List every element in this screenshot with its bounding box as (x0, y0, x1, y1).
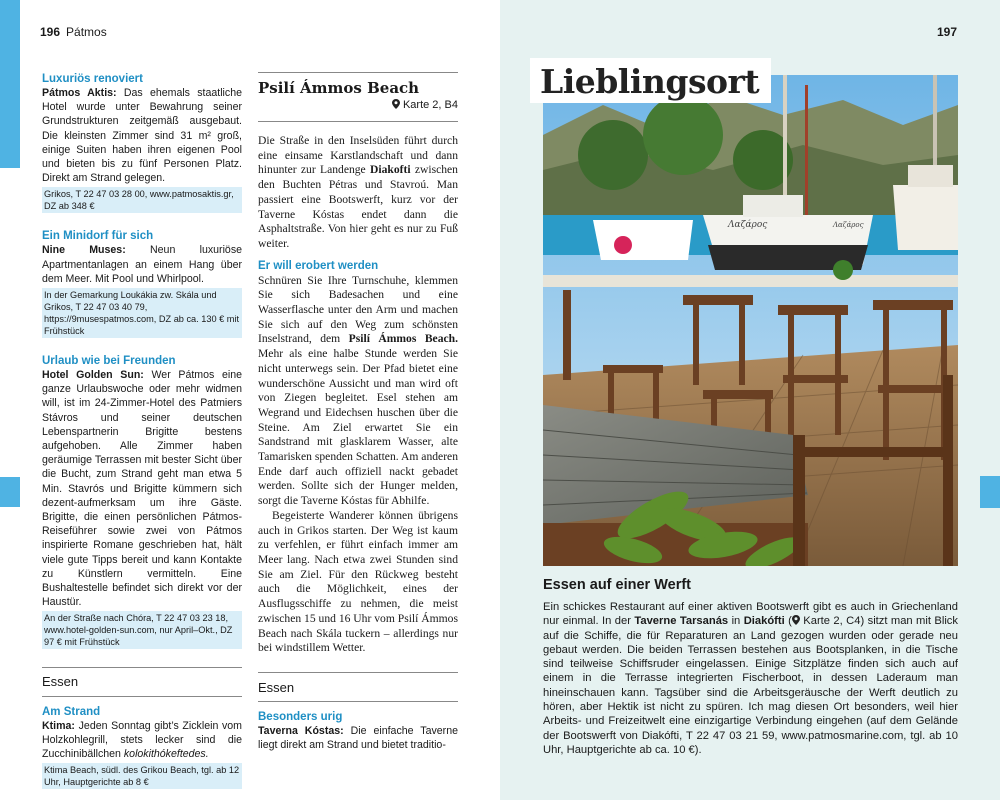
body-paragraph: Schnüren Sie Ihre Turnschuhe, klemmen Sie sich Badesachen und eine Wasserflasche unter den Arm und machen Sie sich auf den Weg zum schönsten Inselstrand, dem Psilí Ámmos Beach. Mehr als eine halbe Stunde werden Sie nicht unterwegs sein. Der Pfad bietet eine wunderschöne Aussicht und man wird oft von Ziegen begleitet. Esel stehen am Wegrand und Eidechsen huschen über die Steine. Am Ziel erwartet Sie ein Sandstrand mit glasklarem Wasser, alte Tamarisken spenden Schatten. Am anderen Ende darf auch offiziell nackt gebadet werden. Sollte sich der Hunger melden, sorgt die Taverne Kóstas für Abhilfe. (258, 273, 458, 508)
page-number-left: 196 (40, 25, 61, 39)
restaurant-description: Jeden Sonntag gibt’s Zicklein vom Holzkohlegrill, stets lecker sind die Zucchinibällchen (42, 719, 242, 761)
hotel-name: Hotel Golden Sun: (42, 369, 144, 382)
running-head-title: Pátmos (66, 25, 107, 39)
restaurant-entry (42, 705, 242, 790)
intro-paragraph: Die Straße in den Inselsüden führt durch eine einsame Karstlandschaft und dann hinunter zur Landenge Diakofti zwischen den Buchten Pétras und Stavroú. Man passiert eine Bootswerft, kurz vor der Taverne Kóstas endet dann die Asphaltstraße. Von hier geht es nur zu Fuß weiter. (258, 134, 458, 250)
info-box: An der Straße nach Chóra, T 22 47 03 23 18, www.hotel-golden-sun.com, nur April–Okt., DZ 97 € mit Frühstück (42, 611, 242, 649)
restaurant-entry: Taverna Kóstas: Die einfache Taverne liegt direkt am Strand und bietet traditio- (258, 724, 458, 752)
feature-heading: Essen auf einer Werft (543, 577, 692, 593)
hotel-entry (42, 72, 242, 213)
info-box: In der Gemarkung Loukákia zw. Skála und Grikos, T 22 47 03 40 79, https://9musespatmos.com, DZ ab ca. 130 € mit Frühstück (42, 288, 242, 338)
map-pin-icon (392, 99, 400, 109)
left-column (42, 72, 242, 789)
hotel-description: Wer Pátmos eine ganze Urlaubswoche oder mehr widmen will, ist im 24-Zimmer-Hotel des Patmiers Stávros und seiner deutschen Lebenspartnerin Brigitte bestens aufgehoben. Alle Zimmer haben geräumige Terrassen mit bester Sicht über die Bucht, zum Strand geht man etwa 5 Min. Stavrós und Brigitte kümmern sich dezent-aufmerksam um ihre Gäste. Brigitte, die einen persönlichen Pátmos-Reiseführer sowie zwei von Pátmos inspirierte Romane geschrieben hat, hält viele gute Tipps bereit und kann Kontakte zu Künstlern vermitteln. Eine Bushaltestelle befindet sich direkt vor der Haustür. (42, 369, 242, 609)
boat-name: Λαζάρος (728, 220, 768, 230)
divider (258, 121, 458, 122)
middle-column (258, 72, 458, 752)
section-heading: Urlaub wie bei Freunden (42, 355, 176, 368)
subheading: Er will erobert werden (258, 259, 379, 272)
body-paragraph: Begeisterte Wanderer können übrigens auch in Grikos starten. Der Weg ist kaum zu verfehlen, er führt einfach immer am Meer lang. Nach etwa zwei Stunden sind Sie am Ziel. Für den Rückweg besteht auch die Möglichkeit, eines der Ausflugsschiffe zu nehmen, die meist zwischen 15 und 16 Uhr vom Psilí Ámmos Beach nach Skála tuckern – allerdings nur bei windstillem Wetter. (258, 508, 458, 655)
photo-illustration (543, 75, 958, 566)
section-heading: Ein Minidorf für sich (42, 230, 154, 243)
thumb-tab-right (980, 476, 1000, 508)
running-head-left (40, 25, 107, 39)
section-heading: Luxuriös renoviert (42, 73, 143, 85)
section-heading: Am Strand (42, 705, 101, 718)
hotel-name: Pátmos Aktis: (42, 87, 117, 99)
page-number-right: 197 (936, 25, 957, 39)
info-box: Ktima Beach, südl. des Grikou Beach, tgl. ab 12 Uhr, Hauptgerichte ab 8 € (42, 763, 242, 789)
feature-text: Ein schickes Restaurant auf einer aktiven Bootswerft gibt es auch in Griechenland nur einmal. In der Taverne Tarsanás in Diakófti ( Karte 2, C4) sitzt man mit Blick auf die Schiffe, die für Reparaturen an Land gezogen wurden oder gerade neu gebaut werden. Die beiden Terrassen bestehen aus Bootsplanken, in die Tische sind teilweise Schiffsruder eingelassen. Einige Sitzplätze finden sich auch auf einem in die Terrasse integrierten Fischerboot, in dessen Laderaum man hineinschauen kann. Tagsüber sind die Arbeitsgeräusche der Werft deutlich zu hören, aber Hektik ist nicht zu spüren. Ich mag diesen Ort besonders, weil hier Arbeits- und Freizeitwelt eine einzigartige Verbindung eingehen (auf dem Gelände der Bootswerft von Diakófti, T 22 47 03 21 59, www.patmosmarine.com, tgl. ab 10 Uhr, Hauptgerichte ab ca. 10 €). (543, 601, 958, 756)
hotel-entry (42, 354, 242, 649)
dish-name: kolokithókeftedes. (123, 748, 209, 761)
hotel-description: Das ehemals staatliche Hotel wurde unter Bewahrung seiner Grundstrukturen zeitgemäß ausgebaut. Die kleinsten Zimmer sind 31 m² groß, einige Suiten haben ihren eigenen Pool und bieten bis zu fünf Personen Platz. Direkt am Strand gelegen. (42, 87, 242, 185)
feature-title: Lieblingsort (530, 58, 771, 103)
boatyard-restaurant-photo (543, 75, 958, 566)
hotel-entry (42, 229, 242, 338)
essen-divider: Essen (42, 667, 242, 696)
boat-name: Λαζάρος (833, 221, 864, 229)
hotel-name: Nine Muses: (42, 244, 126, 257)
restaurant-name: Ktima: (42, 719, 75, 732)
map-pin-icon (792, 615, 800, 625)
article-title: Psilí Ámmos Beach (258, 79, 420, 97)
thumb-tab-top-left (0, 0, 20, 168)
thumb-tab-mid-left (0, 477, 20, 507)
divider (258, 72, 458, 73)
info-box: Grikos, T 22 47 03 28 00, www.patmosaktis.gr, DZ ab 348 € (42, 187, 242, 213)
hotel-description: Neun luxuriöse Apartmentanlagen an einem Hang über dem Meer. Mit Pool und Whirlpool. (42, 244, 243, 285)
essen-divider: Essen (258, 672, 458, 702)
map-reference: Karte 2, B4 (258, 99, 458, 111)
section-heading: Besonders urig (258, 710, 343, 723)
